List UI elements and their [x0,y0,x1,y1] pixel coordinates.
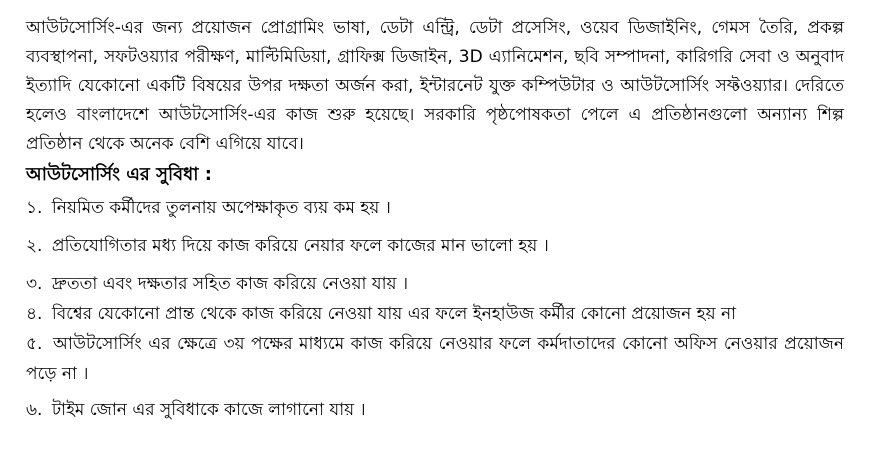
list-item-text: দ্রুততা এবং দক্ষতার সহিত কাজ করিয়ে নেওয়া যায় । [51,274,409,294]
list-item-text: বিশ্বের যেকোনো প্রান্ত থেকে কাজ করিয়ে নেওয়া যায় এর ফলে ইনহাউজ কর্মীর কোনো প্রয়োজন হয় না [51,304,737,324]
list-item-number: ১. [26,198,43,218]
list-item [26,299,844,329]
list-item-text: টাইম জোন এর সুবিধাকে কাজে লাগানো যায় । [51,400,366,420]
list-item-text: আউটসোর্সিং এর ক্ষেত্রে ৩য় পক্ষের মাধ্যমে কাজ করিয়ে নেওয়ার ফলে কর্মদাতাদের কোনো অফিস নেওয়ার প্রয়োজন পড়ে না । [26,334,844,384]
list-item [26,193,844,223]
list-item-number: ৪. [26,304,43,324]
list-item-number: ২. [26,236,43,256]
document-body [26,14,844,425]
benefits-heading: আউটসোর্সিং এর সুবিধা : [26,164,212,185]
list-item-text: প্রতিযোগিতার মধ্য দিয়ে কাজ করিয়ে নেয়ার ফলে কাজের মান ভালো হয় । [51,236,549,256]
benefits-list [26,193,844,425]
list-item [26,269,844,299]
list-item-number: ৫. [26,334,43,354]
list-item [26,329,844,389]
list-item-number: ৬. [26,400,43,420]
list-item-number: ৩. [26,274,43,294]
list-item [26,395,844,425]
intro-paragraph: আউটসোর্সিং-এর জন্য প্রয়োজন প্রোগ্রামিং ভাষা, ডেটা এন্ট্রি, ডেটা প্রসেসিং, ওয়েব ডিজাইনিং, গেমস তৈরি, প্রকল্প ব্যবস্থাপনা, সফটওয়্যার পরীক্ষণ, মাল্টিমিডিয়া, গ্রাফিক্স ডিজাইন, 3D এ্যানিমেশন, ছবি সম্পাদনা, কারিগরি সেবা ও অনুবাদ ইত্যাদি যেকোনো একটি বিষয়ের উপর দক্ষতা অর্জন করা, ইন্টারনেট যুক্ত কম্পিউটার ও আউটসোর্সিং সফ্টওয়্যার। দেরিতে হলেও বাংলাদেশে আউটসোর্সিং-এর কাজ শুরু হয়েছে। সরকারি পৃষ্ঠপোষকতা পেলে এ প্রতিষ্ঠানগুলো অন্যান্য শিল্প প্রতিষ্ঠান থেকে অনেক বেশি এগিয়ে যাবে। [26,18,844,154]
list-item [26,231,844,261]
list-item-text: নিয়মিত কর্মীদের তুলনায় অপেক্ষাকৃত ব্যয় কম হয় । [51,198,391,218]
